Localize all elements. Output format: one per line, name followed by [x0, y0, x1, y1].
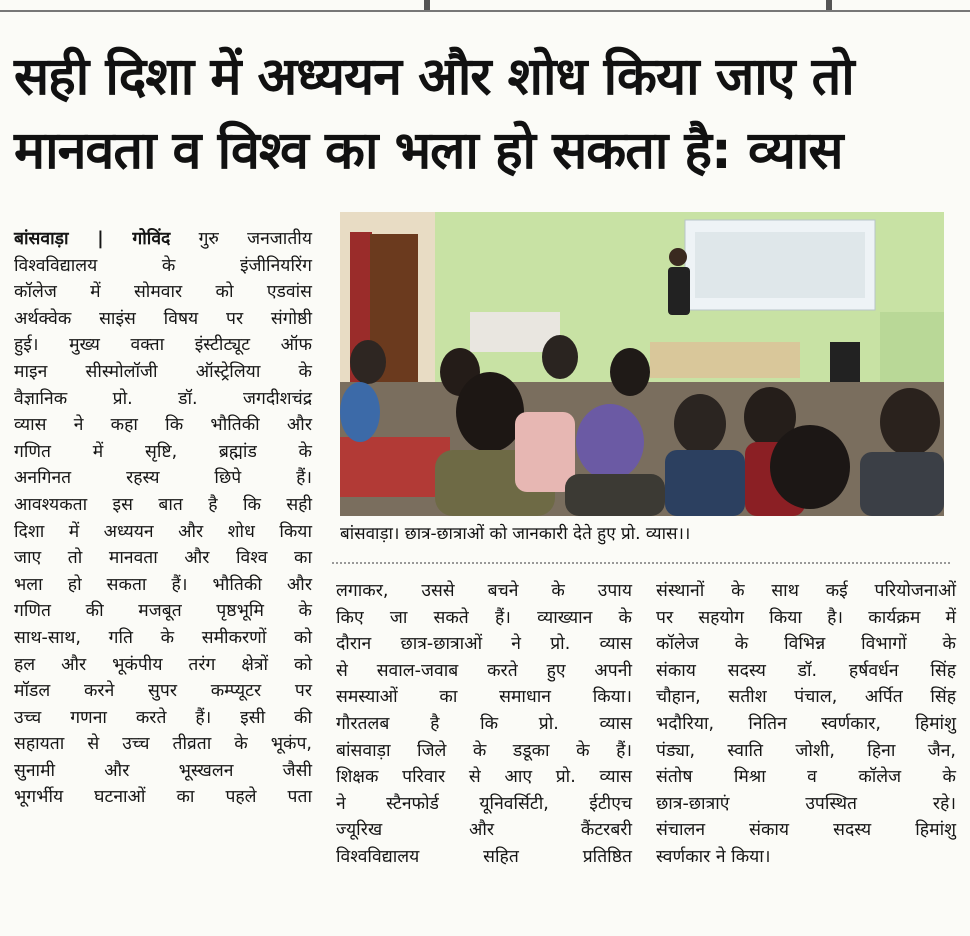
article-line: दिशा में अध्ययन और शोध किया [14, 521, 312, 542]
article-line: संकाय सदस्य डॉ. हर्षवर्धन सिंह [656, 660, 956, 681]
top-page-rule [0, 0, 970, 18]
headline [14, 40, 954, 188]
article-line: गौरतलब है कि प्रो. व्यास [336, 713, 632, 734]
audience-head [350, 340, 386, 384]
article-line: दौरान छात्र-छात्राओं ने प्रो. व्यास [336, 634, 632, 655]
article-line: वैज्ञानिक प्रो. डॉ. जगदीशचंद्र [14, 388, 312, 409]
audience-cap [576, 404, 644, 480]
audience-head [674, 394, 726, 454]
headline-line-1: सही दिशा में अध्ययन और शोध किया जाए तो [14, 47, 854, 107]
audience-desk [340, 437, 450, 497]
article-line: विश्वविद्यालय के इंजीनियरिंग [14, 255, 312, 276]
photo-caption: बांसवाड़ा। छात्र-छात्राओं को जानकारी देते हुए प्रो. व्यास।। [340, 524, 691, 544]
article-line: से सवाल-जवाब करते हुए अपनी [336, 660, 632, 681]
audience-head [770, 425, 850, 509]
article-line: भदौरिया, नितिन स्वर्णकार, हिमांशु [656, 713, 956, 734]
audience-jacket [565, 474, 665, 516]
article-line: बांसवाड़ा | गोविंद गुरु जनजातीय [14, 229, 312, 249]
article-line: संस्थानों के साथ कई परियोजनाओं [656, 581, 956, 601]
article-line: साथ-साथ, गति के समीकरणों को [14, 627, 312, 648]
audience-head [610, 348, 650, 396]
top-rule-line [0, 10, 970, 12]
article-line: गणित में सृष्टि, ब्रह्मांड के [14, 441, 312, 462]
article-column-2 [336, 578, 632, 871]
article-line: माइन सीस्मोलॉजी ऑस्ट्रेलिया के [14, 361, 312, 382]
audience-head [880, 388, 940, 456]
article-line: लगाकर, उससे बचने के उपाय [336, 581, 632, 601]
caption-divider [332, 562, 950, 564]
article-line: किए जा सकते हैं। व्याख्यान के [336, 607, 632, 628]
article-line: विश्वविद्यालय सहित प्रतिष्ठित [336, 846, 632, 867]
top-rule-mark [424, 0, 430, 10]
article-line: आवश्यकता इस बात है कि सही [14, 494, 312, 515]
article-line: ने स्टैनफोर्ड यूनिवर्सिटी, ईटीएच [336, 793, 632, 814]
classroom-photo-illustration [340, 212, 944, 516]
top-rule-mark [826, 0, 832, 10]
article-line: पंड्या, स्वाति जोशी, हिना जैन, [656, 740, 956, 761]
article-line: कॉलेज में सोमवार को एडवांस [14, 282, 312, 303]
article-column-3 [656, 578, 956, 871]
news-photo [340, 212, 944, 516]
article-line: कॉलेज के विभिन्न विभागों के [656, 634, 956, 655]
article-line: व्यास ने कहा कि भौतिकी और [14, 415, 312, 436]
article-line: स्वर्णकार ने किया। [656, 846, 771, 867]
article-line: उच्च गणना करते हैं। इसी की [14, 707, 312, 728]
article-line: संतोष मिश्रा व कॉलेज के [656, 767, 956, 788]
article-line: अनगिनत रहस्य छिपे हैं। [14, 468, 312, 489]
article-line: समस्याओं का समाधान किया। [336, 687, 632, 708]
article-line: संचालन संकाय सदस्य हिमांशु [656, 820, 956, 841]
office-chair [830, 342, 860, 382]
article-line: मॉडल करने सुपर कम्प्यूटर पर [14, 681, 312, 702]
article-line: हल और भूकंपीय तरंग क्षेत्रों को [14, 654, 312, 675]
dateline: बांसवाड़ा | गोविंद [14, 229, 171, 249]
article-line: पर सहयोग किया है। कार्यक्रम में [656, 607, 956, 628]
audience-shirt [860, 452, 944, 516]
article-line: चौहान, सतीश पंचाल, अर्पित सिंह [656, 687, 956, 708]
speaker-head [669, 248, 687, 266]
article-line: सुनामी और भूस्खलन जैसी [14, 760, 312, 781]
audience-head [456, 372, 524, 452]
article-line: ज्यूरिख और कैंटरबरी [336, 820, 632, 841]
article-line: सहायता से उच्च तीव्रता के भूकंप, [14, 734, 312, 755]
article-column-1 [14, 226, 312, 811]
article-line: अर्थक्वेक साइंस विषय पर संगोष्ठी [14, 308, 312, 329]
article-line: बांसवाड़ा जिले के डडूका के हैं। [336, 740, 632, 761]
audience-shirt [340, 382, 380, 442]
audience-shirt [515, 412, 575, 492]
lectern-table [650, 342, 800, 378]
article-line: शिक्षक परिवार से आए प्रो. व्यास [336, 767, 632, 788]
projected-slide [695, 232, 865, 298]
article-line: जाए तो मानवता और विश्व का [14, 548, 312, 569]
speaker-body [668, 267, 690, 315]
article-line: भला हो सकता हैं। भौतिकी और [14, 574, 312, 595]
headline-line-2: मानवता व विश्व का भला हो सकता है: व्यास [14, 121, 843, 181]
audience-shirt [665, 450, 745, 516]
article-line: गणित की मजबूत पृष्ठभूमि के [14, 601, 312, 622]
audience-head [542, 335, 578, 379]
article-line: छात्र-छात्राएं उपस्थित रहे। [656, 793, 956, 814]
article-line: हुई। मुख्य वक्ता इंस्टीट्यूट ऑफ [14, 335, 312, 356]
article-line: भूगर्भीय घटनाओं का पहले पता [14, 787, 312, 808]
